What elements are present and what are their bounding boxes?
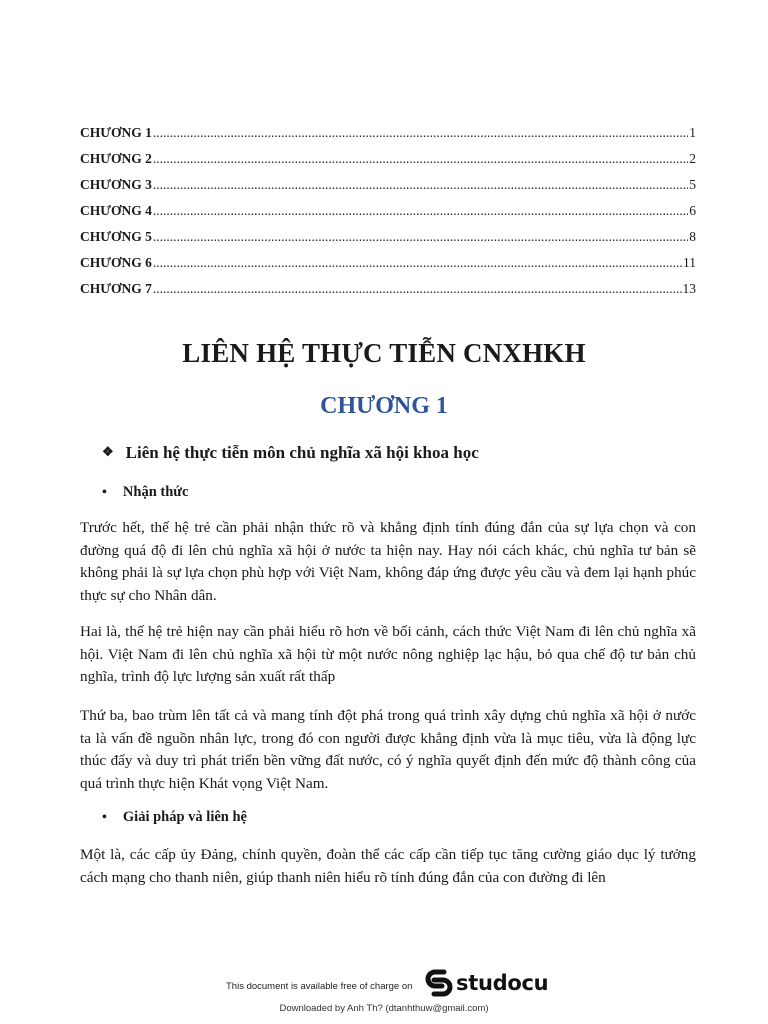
- studocu-logo-icon: [424, 968, 454, 998]
- toc-entry-page: 5: [689, 177, 696, 192]
- toc-entry-label: CHƯƠNG 4: [80, 203, 152, 218]
- section-heading: [102, 443, 479, 463]
- subheading-text: Giải pháp và liên hệ: [122, 809, 247, 825]
- toc-entry-label: CHƯƠNG 2: [80, 151, 152, 166]
- chapter-heading: CHƯƠNG 1: [320, 393, 448, 419]
- toc-leader-dots: [153, 224, 688, 250]
- diamond-bullet-icon: ❖: [102, 444, 114, 459]
- toc-leader-dots: [153, 120, 688, 146]
- paragraph: Hai là, thế hệ trẻ hiện nay cần phải hiểu rõ hơn về bối cảnh, cách thức Việt Nam đi lên chủ nghĩa xã hội. Việt Nam đi lên chủ nghĩa xã hội từ một nước nông nghiệp lạc hậu, bỏ qua chế độ tư bản chủ nghĩa, trình độ lực lượng sản xuất rất thấp: [80, 623, 696, 686]
- toc-entry-page: 8: [689, 229, 696, 244]
- bullet-icon: •: [102, 809, 107, 825]
- brand-name: studocu: [456, 971, 549, 995]
- document-title: LIÊN HỆ THỰC TIỄN CNXHKH: [182, 338, 586, 368]
- toc-entry[interactable]: [80, 250, 696, 276]
- paragraph: Thứ ba, bao trùm lên tất cả và mang tính đột phá trong quá trình xây dựng chủ nghĩa xã hội ở nước ta là vấn đề nguồn nhân lực, trong đó con người được khẳng định vừa là mục tiêu, vừa là động lực thúc đẩy và duy trì phát triển bền vững đất nước, có ý nghĩa quyết định đến mức độ thành công của quá trình thực hiện Khát vọng Việt Nam.: [80, 707, 696, 792]
- download-footer: [0, 966, 768, 1024]
- toc-entry-label: CHƯƠNG 5: [80, 229, 152, 244]
- toc-entry-page: 11: [683, 255, 696, 270]
- toc-leader-dots: [153, 276, 682, 302]
- toc-leader-dots: [153, 250, 682, 276]
- toc-entry-label: CHƯƠNG 3: [80, 177, 152, 192]
- toc-entry[interactable]: [80, 276, 696, 302]
- toc-entry-label: CHƯƠNG 1: [80, 125, 152, 140]
- toc-entry-page: 13: [682, 281, 696, 296]
- table-of-contents: [80, 120, 696, 302]
- paragraph: Một là, các cấp ủy Đảng, chính quyền, đoàn thể các cấp cần tiếp tục tăng cường giáo dục lý tưởng cách mạng cho thanh niên, giúp thanh niên hiểu rõ tính đúng đắn của con đường đi lên: [80, 846, 696, 886]
- toc-entry-label: CHƯƠNG 7: [80, 281, 152, 296]
- availability-text: This document is available free of charge on: [226, 981, 413, 992]
- toc-leader-dots: [153, 198, 688, 224]
- toc-entry-label: CHƯƠNG 6: [80, 255, 152, 270]
- toc-entry-page: 1: [689, 125, 696, 140]
- bullet-icon: •: [102, 484, 107, 500]
- subheading-text: Nhận thức: [122, 484, 189, 500]
- downloaded-by-text: Downloaded by Anh Th? (dtanhthuw@gmail.com): [279, 1003, 489, 1014]
- toc-leader-dots: [153, 172, 688, 198]
- toc-entry[interactable]: [80, 172, 696, 198]
- toc-entry[interactable]: [80, 146, 696, 172]
- toc-leader-dots: [153, 146, 688, 172]
- subheading-nhan-thuc: [102, 484, 188, 501]
- toc-entry[interactable]: [80, 224, 696, 250]
- toc-entry[interactable]: [80, 120, 696, 146]
- subheading-giai-phap: [102, 809, 247, 826]
- paragraph: Trước hết, thế hệ trẻ cần phải nhận thức rõ và khẳng định tính đúng đắn của sự lựa chọn và con đường quá độ đi lên chủ nghĩa xã hội ở nước ta hiện nay. Hay nói cách khác, chủ nghĩa tư bản sẽ không phải là sự lựa chọn phù hợp với Việt Nam, không đáp ứng được yêu cầu và đem lại hạnh phúc thực sự cho Nhân dân.: [80, 519, 696, 604]
- section-heading-text: Liên hệ thực tiễn môn chủ nghĩa xã hội khoa học: [125, 443, 479, 462]
- studocu-brand-link[interactable]: [424, 968, 548, 998]
- toc-entry-page: 2: [689, 151, 696, 166]
- toc-entry-page: 6: [689, 203, 696, 218]
- toc-entry[interactable]: [80, 198, 696, 224]
